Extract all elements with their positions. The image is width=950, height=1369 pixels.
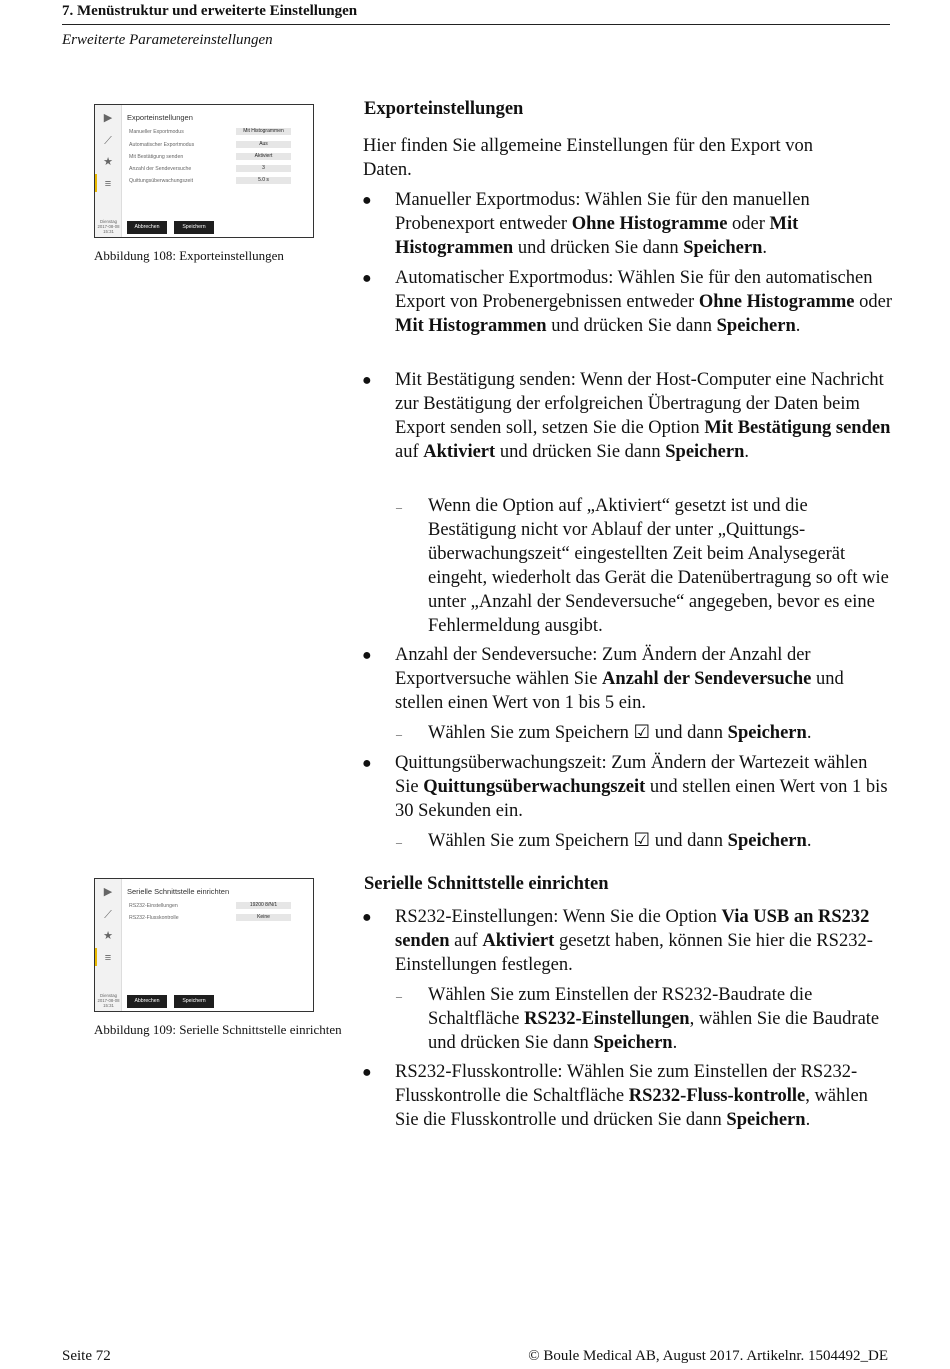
menu-icon: ≡ — [104, 952, 112, 964]
bullet-marker: ● — [362, 755, 372, 772]
screen-date: 2017-08-08 — [97, 224, 120, 229]
export-intro: Hier finden Sie allgemeine Einstellungen für den Export von Daten. — [363, 136, 814, 180]
selected-indicator — [95, 174, 97, 192]
figure-109-caption: Abbildung 109: Serielle Schnittstelle einrichten — [94, 1022, 342, 1037]
chart-icon: ⟋ — [104, 909, 112, 921]
sub-save-attempts: Wählen Sie zum Speichern ☑ und dann Speichern. — [428, 723, 812, 743]
sub-confirm-retry: Wenn die Option auf „Aktiviert“ gesetzt ist und die Bestätigung nicht vor Ablauf der unter „Quittungs-überwachungszeit“ eingestellten Zeit beim Analysegerät eingeht, wiederholt das Gerät die Datenübertragung so oft wie unter „Anzahl der Sendeversuche“ angegeben, bevor es eine Fehlermeldung ausgibt. — [428, 496, 889, 636]
sub-rs232-baud: Wählen Sie zum Einstellen der RS232-Baudrate die Schaltfläche RS232-Einstellungen, wählen Sie die Baudrate und drücken Sie dann Speichern. — [428, 985, 880, 1053]
star-icon: ★ — [103, 930, 113, 942]
dash-marker: – — [396, 989, 402, 1003]
bullet-ack-time: Quittungsüberwachungszeit: Zum Ändern der Wartezeit wählen Sie Quittungsüberwachungszeit und stellen einen Wert von 1 bis 30 Sekunden ein. — [395, 753, 888, 821]
screen-save-button: Speichern — [174, 221, 214, 234]
bullet-marker: ● — [362, 192, 372, 209]
menu-icon: ≡ — [104, 178, 112, 190]
play-icon: ▶ — [103, 886, 113, 898]
setting-label: RS232-Flusskontrolle — [129, 915, 179, 921]
sub-save-ack: Wählen Sie zum Speichern ☑ und dann Speichern. — [428, 831, 812, 851]
screen-datetime — [96, 993, 121, 1008]
screen-sidebar — [95, 105, 122, 237]
bullet-rs232-settings: RS232-Einstellungen: Wenn Sie die Option Via USB an RS232 senden auf Aktiviert gesetzt haben, können Sie hier die RS232-Einstellungen festlegen. — [395, 907, 873, 975]
section-subtitle: Erweiterte Parametereinstellungen — [62, 32, 273, 48]
setting-value: 3 — [236, 165, 291, 172]
bullet-rs232-flow: RS232-Flusskontrolle: Wählen Sie zum Einstellen der RS232-Flusskontrolle die Schaltfläche RS232-Fluss-kontrolle, wählen Sie die Flusskontrolle und drücken Sie dann Speichern. — [395, 1062, 868, 1130]
screen-cancel-button: Abbrechen — [127, 221, 167, 234]
setting-label: RS232-Einstellungen — [129, 903, 178, 909]
bullet-manual-export: Manueller Exportmodus: Wählen Sie für den manuellen Probenexport entweder Ohne Histogramme oder Mit Histogrammen und drücken Sie dann Speichern. — [395, 190, 810, 258]
chapter-title: 7. Menüstruktur und erweiterte Einstellungen — [62, 3, 358, 19]
serial-heading: Serielle Schnittstelle einrichten — [364, 874, 609, 894]
selected-indicator — [95, 948, 97, 966]
setting-value: 19200 8/N/1 — [236, 902, 291, 909]
figure-108-screenshot — [94, 104, 314, 238]
screen-cancel-button: Abbrechen — [127, 995, 167, 1008]
bullet-marker: ● — [362, 909, 372, 926]
screen-title: Serielle Schnittstelle einrichten — [127, 887, 230, 896]
screen-title: Exporteinstellungen — [127, 113, 193, 122]
setting-label: Anzahl der Sendeversuche — [129, 166, 192, 172]
setting-label: Automatischer Exportmodus — [129, 142, 195, 148]
chart-icon: ⟋ — [104, 135, 112, 147]
screen-datetime — [96, 219, 121, 234]
play-icon: ▶ — [103, 112, 113, 124]
dash-marker: – — [396, 500, 402, 514]
figure-108-caption: Abbildung 108: Exporteinstellungen — [94, 248, 284, 263]
setting-value: Aus — [236, 141, 291, 148]
screen-sidebar — [95, 879, 122, 1011]
setting-value: 5.0 s — [236, 177, 291, 184]
bullet-marker: ● — [362, 1064, 372, 1081]
screen-time: 15:31 — [103, 229, 114, 234]
dash-marker: – — [396, 727, 402, 741]
setting-label: Manueller Exportmodus — [129, 129, 184, 135]
bullet-marker: ● — [362, 270, 372, 287]
figure-109-screenshot — [94, 878, 314, 1012]
screen-date: 2017-08-08 — [97, 998, 120, 1003]
dash-marker: – — [396, 835, 402, 849]
screen-save-button: Speichern — [174, 995, 214, 1008]
page-number: Seite 72 — [62, 1348, 111, 1364]
setting-value: Aktiviert — [236, 153, 291, 160]
screen-day: Dienstag — [100, 219, 117, 224]
bullet-marker: ● — [362, 647, 372, 664]
screen-day: Dienstag — [100, 993, 117, 998]
setting-label: Quittungsüberwachungszeit — [129, 178, 194, 184]
bullet-send-attempts: Anzahl der Sendeversuche: Zum Ändern der Anzahl der Exportversuche wählen Sie Anzahl der Sendeversuche und stellen einen Wert von 1 bis 5 ein. — [395, 645, 844, 713]
bullet-auto-export: Automatischer Exportmodus: Wählen Sie für den automatischen Export von Probenergebnissen entweder Ohne Histogramme oder Mit Histogrammen und drücken Sie dann Speichern. — [395, 268, 892, 336]
bullet-confirm-send: Mit Bestätigung senden: Wenn der Host-Computer eine Nachricht zur Bestätigung der erfolgreichen Übertragung der Daten beim Export senden soll, setzen Sie die Option Mit Bestätigung senden auf Aktiviert und drücken Sie dann Speichern. — [395, 370, 891, 462]
copyright: © Boule Medical AB, August 2017. Artikelnr. 1504492_DE — [528, 1348, 888, 1364]
bullet-marker: ● — [362, 372, 372, 389]
header-rule — [62, 24, 890, 25]
setting-label: Mit Bestätigung senden — [129, 154, 184, 160]
screen-time: 15:31 — [103, 1003, 114, 1008]
export-heading: Exporteinstellungen — [364, 99, 524, 119]
star-icon: ★ — [103, 156, 113, 168]
setting-value: Mit Histogrammen — [236, 128, 291, 135]
setting-value: Keine — [236, 914, 291, 921]
